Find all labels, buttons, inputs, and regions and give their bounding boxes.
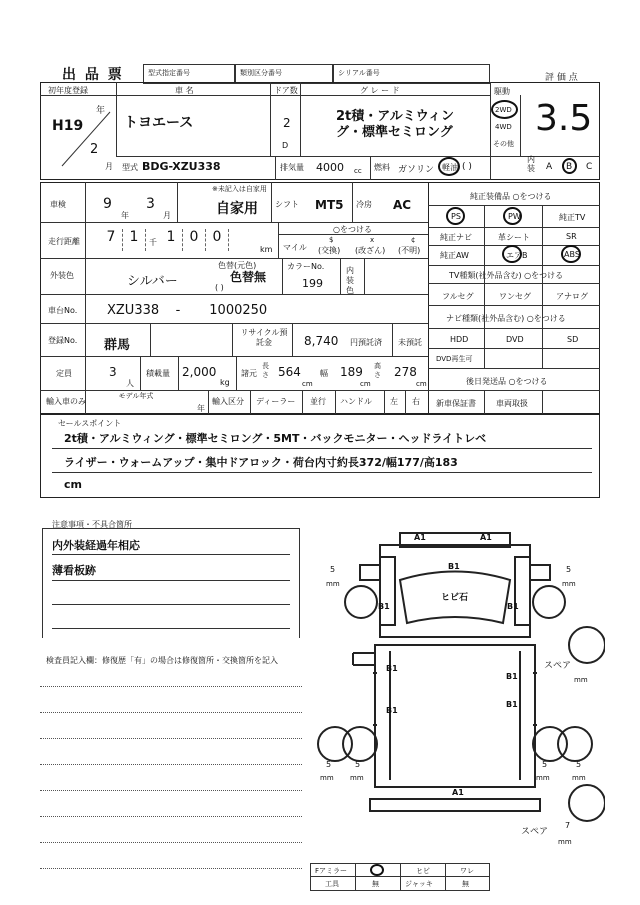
- exterior-label: 外装色: [50, 271, 74, 280]
- mileage-mile: マイル: [283, 243, 307, 252]
- mileage-digit: 0: [183, 229, 206, 251]
- height-cm: cm: [416, 380, 427, 388]
- fuel-light: 軽油: [442, 163, 458, 172]
- diag-b1-body-l2: B1: [386, 706, 398, 715]
- car-name: トヨエース: [124, 115, 194, 131]
- exterior-value: シルバー: [127, 274, 178, 289]
- grade-line2: グ・標準セミロング: [336, 125, 453, 140]
- diag-spare2-mm: mm: [558, 838, 572, 846]
- cooler-label: 冷房: [356, 200, 372, 209]
- navi-type-header: ナビ種類(社外品含む) ○をつける: [446, 314, 566, 323]
- diag-mm-rr2-value: 5: [576, 760, 582, 769]
- fuel-light-circle: [438, 157, 460, 176]
- model-label: 型式: [122, 163, 138, 172]
- diag-b1-left-door: B1: [378, 602, 390, 611]
- width-value: 189: [340, 365, 363, 379]
- drive-2wd: 2WD: [495, 106, 512, 114]
- koukan-sym: $: [329, 236, 334, 244]
- diag-mm-fl-value: 5: [330, 565, 336, 574]
- length-value: 564: [278, 365, 301, 379]
- drive-label: 駆動: [494, 87, 510, 96]
- interior-color-label: 内装色: [346, 266, 354, 295]
- fumei-sym: ¢: [411, 236, 416, 244]
- navi-dvd: DVD: [506, 335, 524, 344]
- height-value: 278: [394, 365, 417, 379]
- unreg-note: ※未記入は自家用: [212, 185, 267, 193]
- fuel-value: ガソリン: [398, 165, 435, 175]
- dims-label: 諸元: [241, 369, 257, 378]
- width-label: 幅: [320, 369, 328, 378]
- diag-a1-left: A1: [414, 533, 426, 542]
- year-unit: 年: [96, 106, 106, 116]
- repaint-label: 色替(元色): [218, 261, 257, 270]
- mirror-label: Fアミラー: [315, 867, 348, 875]
- drive-2wd-circle: [491, 100, 518, 119]
- shaken-year: 9: [103, 196, 112, 212]
- koukan-label: (交換): [318, 246, 341, 255]
- handle-right: 右: [412, 397, 420, 406]
- len-label: 長さ: [262, 362, 269, 379]
- mileage-km: km: [260, 245, 273, 254]
- grade-label: グ レ ー ド: [360, 86, 400, 95]
- later-items-header: 後日発送品 ○をつける: [466, 377, 548, 386]
- diag-a1-rear: A1: [452, 788, 464, 797]
- navi-sd: SD: [567, 335, 579, 344]
- shift-value: MT5: [315, 198, 344, 212]
- length-cm: cm: [302, 380, 313, 388]
- cargo-body: [375, 645, 535, 787]
- reg-label: 登録No.: [48, 336, 78, 345]
- mileage-digits: [100, 229, 265, 251]
- chassis-value: XZU338 - 1000250: [107, 303, 268, 318]
- notes-label: 注意事項・不具合箇所: [52, 520, 132, 529]
- form-title: 出 品 票: [62, 67, 124, 83]
- month-unit: 月: [105, 162, 113, 171]
- equip-navi: 純正ナビ: [440, 233, 472, 242]
- equip-airbag-circle: [502, 245, 522, 263]
- shaken-tsuki: 月: [163, 211, 171, 220]
- tools-label: 工具: [325, 880, 339, 888]
- diag-mm-rr1: mm: [536, 774, 550, 782]
- import-cat-label: 輸入区分: [212, 397, 244, 406]
- kaizan-sym: x: [370, 236, 375, 244]
- diag-mm-rl2-value: 5: [355, 760, 361, 769]
- equip-aw: 純正AW: [440, 251, 469, 260]
- diag-spare-2: スペア: [521, 827, 549, 837]
- mileage-digit: 7: [100, 229, 123, 251]
- spare-wheel-1: [569, 627, 605, 663]
- score-label: 評 価 点: [545, 73, 578, 83]
- capacity-unit: 人: [126, 379, 134, 388]
- capacity-label: 定員: [56, 369, 72, 378]
- first-reg-year: H19: [52, 118, 84, 134]
- diag-b1-body-r2: B1: [506, 700, 518, 709]
- dvd-play: DVD再生可: [436, 355, 473, 363]
- handle-label: ハンドル: [340, 397, 372, 406]
- ware-label: ワレ: [460, 867, 474, 875]
- katashiki-box: 型式指定番号: [143, 64, 235, 84]
- front-right-wheel: [533, 586, 565, 618]
- sales-line3: cm: [64, 478, 82, 491]
- diag-mm-fr-value: 5: [566, 565, 572, 574]
- capacity-value: 3: [109, 365, 117, 379]
- load-value: 2,000: [182, 365, 217, 379]
- mirror-circle: [370, 864, 384, 876]
- handle-left: 左: [390, 397, 398, 406]
- interior-b-circle: [562, 158, 577, 174]
- mileage-digit: 1: [123, 229, 146, 251]
- repaint-value: 色替無: [230, 270, 267, 284]
- equip-abs: ABS: [564, 250, 580, 259]
- jack-label: ジャッキ: [405, 880, 433, 888]
- tools-value: 無: [372, 880, 379, 888]
- tv-fullseg: フルセグ: [442, 292, 474, 301]
- mileage-digit: 1: [160, 229, 183, 251]
- interior-a: A: [546, 162, 553, 172]
- hibi-label: ヒビ: [416, 867, 430, 875]
- diag-b1-cab: B1: [448, 562, 460, 571]
- diag-hibi-stone: ヒビ石: [441, 593, 469, 603]
- sales-line2: ライザー・ウォームアップ・集中ドアロック・荷台内寸約長372/幅177/高183: [64, 456, 458, 469]
- recycle-unit: 円預託済: [350, 338, 382, 347]
- equip-ps: PS: [451, 212, 461, 221]
- sales-line1: 2t積・アルミウィング・標準セミロング・5MT・バックモニター・ヘッドライトレベ: [64, 432, 487, 445]
- reg-value: 群馬: [104, 338, 131, 353]
- drive-other: その他: [493, 140, 514, 148]
- diag-mm-fl: mm: [326, 580, 340, 588]
- ruibetsu-box: 類別区分番号: [235, 64, 333, 84]
- spare-wheel-2: [569, 785, 605, 821]
- navi-hdd: HDD: [450, 335, 469, 344]
- equip-abs-circle: [561, 245, 581, 263]
- displacement-label: 排気量: [280, 163, 304, 172]
- kaizan-label: (改ざん): [355, 246, 386, 255]
- doors-d: D: [282, 141, 289, 150]
- diag-spare-1: スペア: [544, 661, 572, 671]
- fuel-label: 燃料: [374, 163, 390, 172]
- cooler-value: AC: [393, 198, 412, 212]
- first-reg-month: 2: [90, 142, 99, 157]
- equip-tv: 純正TV: [559, 213, 586, 222]
- warranty-label: 新車保証書: [436, 399, 476, 408]
- diag-b1-body-r1: B1: [506, 672, 518, 681]
- repaint-paren: ( ): [215, 283, 224, 292]
- vehicle-damage-diagram: [305, 525, 605, 870]
- tv-analog: アナログ: [556, 292, 588, 301]
- tv-type-header: TV種類(社外品含む) ○をつける: [449, 271, 564, 280]
- recycle-no: 未預託: [398, 338, 422, 347]
- diag-mm-rl2: mm: [350, 774, 364, 782]
- diag-b1-right-door: B1: [507, 602, 519, 611]
- first-reg-label: 初年度登録: [48, 86, 88, 95]
- tv-oneseg: ワンセグ: [499, 292, 531, 301]
- serial-box: シリアル番号: [333, 64, 490, 84]
- interior-label: 内装: [527, 155, 535, 173]
- left-mirror: [360, 565, 380, 580]
- model-year-nen: 年: [197, 404, 205, 413]
- right-mirror: [530, 565, 550, 580]
- grade-line1: 2t積・アルミウィン: [336, 109, 454, 124]
- cc-unit: cc: [354, 167, 362, 175]
- model-year-label: モデル年式: [118, 392, 154, 400]
- height-label: 高さ: [374, 362, 381, 379]
- jack-value: 無: [462, 880, 469, 888]
- fumei-label: (不明): [398, 246, 421, 255]
- fuel-paren: ( ): [462, 162, 472, 172]
- width-cm: cm: [360, 380, 371, 388]
- equip-sr: SR: [566, 232, 577, 241]
- load-kg: kg: [220, 378, 230, 387]
- load-label: 積載量: [146, 369, 170, 378]
- recycle-label: リサイクル預託金: [240, 328, 288, 347]
- mileage-digit: 0: [206, 229, 229, 251]
- diag-b1-body-l1: B1: [386, 664, 398, 673]
- diag-mm-fr: mm: [562, 580, 576, 588]
- equip-pw: PW: [508, 212, 521, 221]
- car-name-label: 車 名: [175, 86, 194, 95]
- shift-label: シフト: [275, 200, 299, 209]
- shaken-label: 車検: [50, 200, 66, 209]
- equip-leather: 革シート: [498, 233, 530, 242]
- displacement: 4000: [316, 161, 344, 174]
- equip-pw-circle: [503, 207, 522, 225]
- year-slash: [58, 108, 116, 168]
- diag-mm-rl1: mm: [320, 774, 334, 782]
- equip-ps-circle: [446, 207, 465, 225]
- shaken-month: 3: [146, 196, 155, 212]
- diag-mm-rr1-value: 5: [542, 760, 548, 769]
- color-no-value: 199: [302, 277, 323, 290]
- interior-b: B: [566, 162, 573, 172]
- diag-mm-rr2: mm: [572, 774, 586, 782]
- diag-mm-rl1-value: 5: [326, 760, 332, 769]
- interior-c: C: [586, 162, 593, 172]
- usage-value: 自家用: [216, 201, 258, 217]
- doors-label: ドア数: [274, 86, 298, 95]
- shaken-nen: 年: [121, 211, 129, 220]
- diag-a1-right: A1: [480, 533, 492, 542]
- rear-right-wheel-outer: [558, 727, 592, 761]
- equip-airbag: エアB: [506, 251, 528, 260]
- color-no-label: カラーNo.: [287, 262, 325, 271]
- evaluation-score: 3.5: [535, 98, 593, 139]
- mileage-maru-note: ○をつける: [333, 225, 372, 234]
- inspector-note: 検査員記入欄：修復歴「有」の場合は修復箇所・交換箇所を記入: [46, 656, 278, 665]
- mileage-sen: 千: [149, 238, 157, 247]
- import-dealer: ディーラー: [256, 397, 296, 406]
- equip-header: 純正装備品 ○をつける: [470, 192, 552, 201]
- notes-line2: 薄看板跡: [52, 564, 96, 577]
- chassis-label: 車台No.: [48, 306, 78, 315]
- import-label: 輸入車のみ: [46, 397, 86, 406]
- diag-spare2-value: 7: [565, 821, 571, 830]
- rear-left-wheel-inner: [343, 727, 377, 761]
- notes-line1: 内外装経過年相応: [52, 539, 140, 552]
- rear-bumper: [370, 799, 540, 811]
- doors-value: 2: [283, 116, 291, 130]
- diag-spare1-mm: mm: [574, 676, 588, 684]
- manual-label: 車両取扱: [496, 399, 528, 408]
- import-parallel: 並行: [310, 397, 326, 406]
- model-value: BDG-XZU338: [142, 160, 221, 173]
- mileage-label: 走行距離: [48, 237, 80, 246]
- recycle-value: 8,740: [304, 334, 339, 348]
- front-left-wheel: [345, 586, 377, 618]
- sales-point-label: セールスポイント: [58, 419, 122, 428]
- drive-4wd: 4WD: [495, 123, 512, 131]
